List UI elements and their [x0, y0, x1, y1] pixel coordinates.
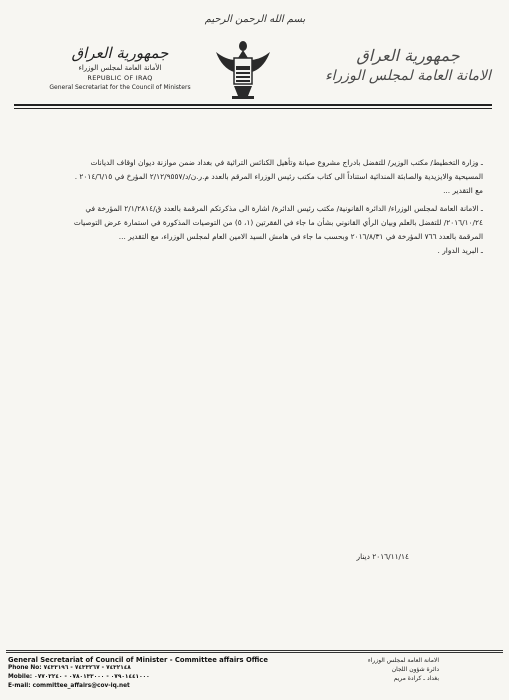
footer-phone: Phone No: ٧٤٣٢١٤٨ - ٧٤٣٣٢٦٧ - ٧٤٣٣١٩٦	[8, 665, 131, 671]
header-divider-thin	[14, 108, 492, 109]
letterhead-left	[30, 44, 210, 91]
footer-right-line1: الامانة العامة لمجلس الوزراء	[367, 657, 439, 664]
letterhead-english-secretariat: General Secretariat for the Council of Ministers	[49, 84, 191, 91]
letterhead-right	[323, 46, 493, 86]
footer-right-line2: دائرة شؤون اللجان	[391, 666, 439, 673]
footer-office-title: General Secretariat of Council of Minister - Committee affairs Office	[8, 656, 268, 664]
letterhead-english-country: REPUBLIC OF IRAQ	[87, 74, 153, 82]
iraq-eagle-emblem-icon	[212, 38, 274, 100]
body-line-4: ـ الامانة العامة لمجلس الوزراء/ الدائرة القانونية/ مكتب رئيس الدائرة/ اشارة الى مذكرتكم المرقمة بالعدد ق/٢/١/٢٨١٤ المؤرخة في	[85, 204, 483, 213]
basmala: بسم الله الرحمن الرحيم	[204, 14, 306, 25]
footer-divider-1	[6, 650, 503, 651]
body-line-5: ٢٠١٦/١٠/٢٤/ للتفضل بالعلم وبيان الرأي القانوني بشأن ما جاء في الفقرتين (١، ٥) من التوصيات المذكورة في استمارة عرض التوصيات	[73, 218, 483, 227]
body-line-6: المرقمة بالعدد ٧٦٦ المؤرخة في ٢٠١٦/٨/٣١ وبحسب ما جاء في هامش السيد الامين العام لمجلس الوزراء، مع التقدير ...	[118, 232, 483, 241]
footer-address	[319, 656, 439, 683]
letterhead-right-line1: جمهورية العراق	[356, 46, 460, 65]
footer-contact	[8, 656, 308, 691]
footer-mobile: Mobile: ٠٧٩٠١٤٤١٠٠٠ - ٠٧٨٠١٣٣٠٠٠ - ٠٧٧٠٢٢٤٠	[8, 674, 150, 680]
header-divider-thick	[14, 104, 492, 106]
body-line-3: مع التقدير ...	[443, 186, 483, 195]
letterhead-right-line2: الامانة العامة لمجلس الوزراء	[325, 68, 491, 84]
letterhead-arabic-subtitle: الأمانة العامة لمجلس الوزراء	[78, 64, 162, 72]
footer-right-line3: بغداد ـ كرادة مريم	[393, 675, 439, 682]
letter-body	[43, 156, 483, 258]
body-line-1: ـ وزارة التخطيط/ مكتب الوزير/ للتفضل بادراج مشروع صيانة وتأهيل الكنائس التراثية في بغداد ضمن موازنة ديوان اوقاف الديانات	[90, 158, 483, 167]
body-line-2: المسيحية والايزيدية والصابئة المندائية استناداً الى كتاب مكتب رئيس الوزراء المرقم بالعدد م.ر.ن/د/٢/١٢/٩٥٥٧ المؤرخ في ٢٠١٤/٦/١٥ .	[74, 172, 483, 181]
footer-divider-2	[6, 652, 503, 653]
body-line-7: ـ البريد الدوار .	[437, 246, 483, 255]
letter-date: ٢٠١٦/١١/١٤ دينار	[356, 552, 409, 561]
footer-email: E-mail: committee_affairs@cov-iq.net	[8, 683, 130, 689]
letterhead-arabic-title: جمهورية العراق	[71, 44, 169, 62]
